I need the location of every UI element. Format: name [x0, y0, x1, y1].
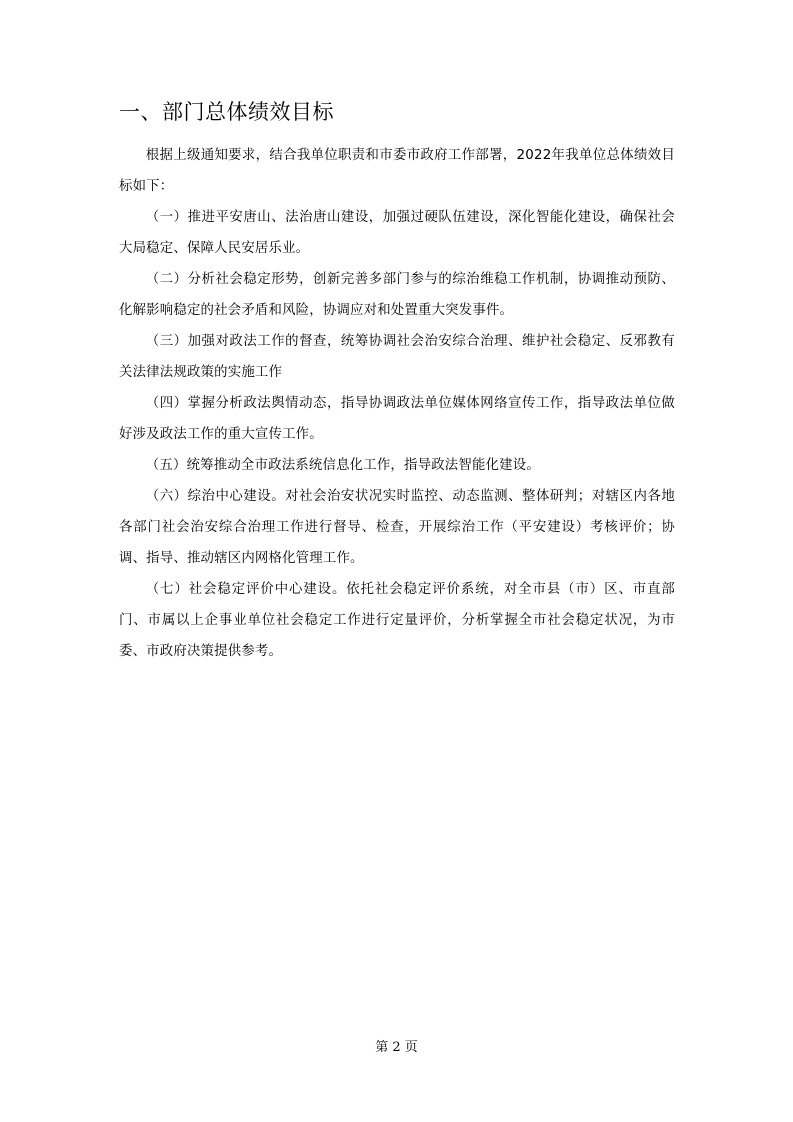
document-body [119, 140, 675, 667]
goal-paragraph-4: （四）掌握分析政法舆情动态，指导协调政法单位媒体网络宣传工作，指导政法单位做好涉及政法工作的重大宣传工作。 [119, 396, 675, 442]
goal-paragraph-6: （六）综治中心建设。对社会治安状况实时监控、动态监测、整体研判；对辖区内各地各部门社会治安综合治理工作进行督导、检查，开展综治工作（平安建设）考核评价；协调、指导、推动辖区内网格化管理工作。 [119, 489, 675, 566]
page-number: 第 2 页 [375, 1040, 418, 1055]
goal-paragraph-1: （一）推进平安唐山、法治唐山建设，加强过硬队伍建设，深化智能化建设，确保社会大局稳定、保障人民安居乐业。 [119, 210, 675, 256]
goal-paragraph-7: （七）社会稳定评价中心建设。依托社会稳定评价系统，对全市县（市）区、市直部门、市属以上企事业单位社会稳定工作进行定量评价，分析掌握全市社会稳定状况，为市委、市政府决策提供参考。 [119, 582, 675, 659]
section-heading: 一、部门总体绩效目标 [119, 100, 334, 124]
goal-paragraph-2: （二）分析社会稳定形势，创新完善多部门参与的综治维稳工作机制，协调推动预防、化解影响稳定的社会矛盾和风险，协调应对和处置重大突发事件。 [119, 272, 675, 318]
goal-paragraph-3: （三）加强对政法工作的督查，统筹协调社会治安综合治理、维护社会稳定、反邪教有关法律法规政策的实施工作 [119, 334, 675, 380]
goal-paragraph-5: （五）统筹推动全市政法系统信息化工作，指导政法智能化建设。 [145, 458, 540, 473]
intro-paragraph: 根据上级通知要求，结合我单位职责和市委市政府工作部署，2022年我单位总体绩效目标如下： [119, 148, 675, 194]
